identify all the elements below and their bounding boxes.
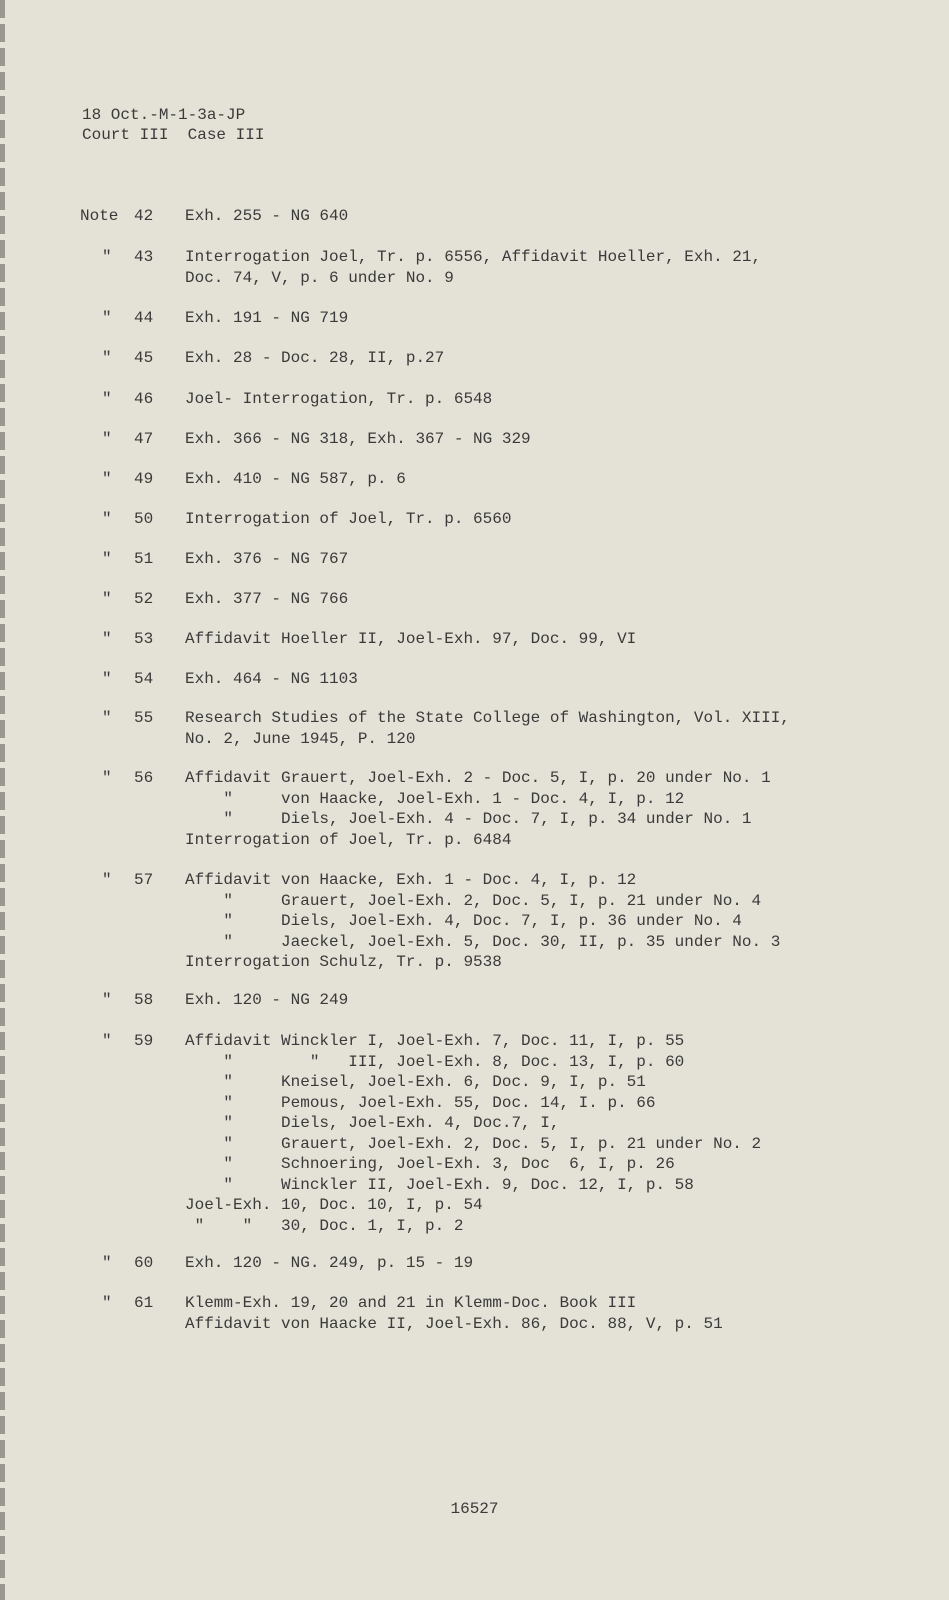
note-text-line: Interrogation Joel, Tr. p. 6556, Affidavit Hoeller, Exh. 21, [185,248,762,266]
note-number: 49 [134,470,154,488]
note-text [185,990,348,1011]
note-entry [80,990,929,1011]
page-number: 16527 [450,1500,499,1518]
note-text-line: Exh. 255 - NG 640 [185,207,349,225]
note-mark: " [102,550,112,568]
note-text-line: " Grauert, Joel-Exh. 2, Doc. 5, I, p. 21 under No. 4 [185,891,762,910]
note-text-line: Affidavit Winckler I, Joel-Exh. 7, Doc. 11, I, p. 55 [185,1032,685,1050]
note-entry [80,348,929,369]
note-entry [80,389,929,410]
note-text-line: Exh. 120 - NG. 249, p. 15 - 19 [185,1254,474,1272]
note-text-line: Interrogation of Joel, Tr. p. 6560 [185,510,512,528]
note-text-line: " Diels, Joel-Exh. 4, Doc. 7, I, p. 36 under No. 4 [185,912,742,930]
note-mark: " [102,390,112,408]
note-entry [80,589,929,610]
note-mark: " [102,349,112,367]
note-text [185,206,348,227]
note-text-line: Joel- Interrogation, Tr. p. 6548 [185,390,493,408]
note-text-line: " Schnoering, Joel-Exh. 3, Doc 6, I, p. 26 [185,1155,675,1173]
note-number: 56 [134,769,154,787]
note-number: 52 [134,590,154,608]
note-mark: Note [80,207,119,225]
note-number: 55 [134,709,154,727]
note-text-line: " Grauert, Joel-Exh. 2, Doc. 5, I, p. 21 under No. 2 [185,1134,762,1153]
note-text-line: Exh. 376 - NG 767 [185,550,349,568]
header-line-1: 18 Oct.-M-1-3a-JP [82,106,246,124]
note-number: 57 [134,871,154,889]
note-mark: " [102,590,112,608]
note-text-line: Affidavit von Haacke II, Joel-Exh. 86, Doc. 88, V, p. 51 [185,1314,723,1333]
note-number: 46 [134,390,154,408]
note-text [185,348,444,369]
note-entry [80,768,929,850]
note-text-line: Exh. 464 - NG 1103 [185,670,358,688]
note-text [185,389,492,410]
note-entry [80,870,929,973]
note-text [185,629,636,650]
note-text-line: No. 2, June 1945, P. 120 [185,729,416,748]
note-number: 61 [134,1294,154,1312]
note-number: 53 [134,630,154,648]
note-text-line: " Diels, Joel-Exh. 4, Doc.7, I, [185,1114,560,1132]
note-text-line: Klemm-Exh. 19, 20 and 21 in Klemm-Doc. Book III [185,1294,637,1312]
note-mark: " [102,709,112,727]
note-text [185,1031,761,1236]
note-mark: " [102,309,112,327]
note-mark: " [102,1032,112,1050]
note-text-line: Affidavit Hoeller II, Joel-Exh. 97, Doc. 99, VI [185,630,637,648]
note-text-line: " Kneisel, Joel-Exh. 6, Doc. 9, I, p. 51 [185,1073,646,1091]
note-number: 42 [134,207,154,225]
note-text [185,708,790,749]
note-text [185,469,406,490]
note-mark: " [102,630,112,648]
note-text-line: Interrogation Schulz, Tr. p. 9538 [185,953,502,971]
note-text-line: Exh. 377 - NG 766 [185,590,349,608]
note-text-line: " Pemous, Joel-Exh. 55, Doc. 14, I. p. 66 [185,1093,656,1112]
note-number: 51 [134,550,154,568]
note-text [185,247,761,288]
note-entry [80,1293,929,1334]
note-entry [80,708,929,749]
note-entry [80,1031,929,1236]
note-number: 54 [134,670,154,688]
note-text-line: Doc. 74, V, p. 6 under No. 9 [185,268,454,287]
note-entry [80,308,929,329]
note-text-line: Affidavit von Haacke, Exh. 1 - Doc. 4, I, p. 12 [185,871,637,889]
note-text [185,768,771,850]
note-text-line: Research Studies of the State College of Washington, Vol. XIII, [185,709,790,727]
note-text-line: " " III, Joel-Exh. 8, Doc. 13, I, p. 60 [185,1052,685,1071]
note-number: 43 [134,248,154,266]
note-text-line: " Diels, Joel-Exh. 4 - Doc. 7, I, p. 34 under No. 1 [185,810,752,828]
note-number: 50 [134,510,154,528]
note-number: 58 [134,991,154,1009]
note-text-line: Affidavit Grauert, Joel-Exh. 2 - Doc. 5, I, p. 20 under No. 1 [185,769,771,787]
note-text [185,549,348,570]
note-entry [80,509,929,530]
note-text-line: Exh. 410 - NG 587, p. 6 [185,470,406,488]
note-number: 60 [134,1254,154,1272]
note-entry [80,629,929,650]
note-number: 47 [134,430,154,448]
note-text [185,308,348,329]
note-text [185,669,358,690]
note-entry [80,669,929,690]
note-text-line: Exh. 366 - NG 318, Exh. 367 - NG 329 [185,430,531,448]
note-mark: " [102,470,112,488]
note-text-line: Exh. 191 - NG 719 [185,309,349,327]
note-text-line: Joel-Exh. 10, Doc. 10, I, p. 54 [185,1196,483,1214]
note-entry [80,1253,929,1274]
note-text [185,1253,473,1274]
note-entry [80,429,929,450]
note-text [185,870,780,973]
note-entry [80,247,929,288]
note-mark: " [102,248,112,266]
header-line-2: Court III Case III [82,126,265,144]
note-text-line: Interrogation of Joel, Tr. p. 6484 [185,830,512,849]
note-entry [80,206,929,227]
note-text [185,589,348,610]
note-number: 59 [134,1032,154,1050]
note-text-line: " Jaeckel, Joel-Exh. 5, Doc. 30, II, p. 35 under No. 3 [185,932,781,951]
note-number: 44 [134,309,154,327]
note-text-line: Exh. 120 - NG 249 [185,991,349,1009]
note-mark: " [102,670,112,688]
note-mark: " [102,510,112,528]
note-mark: " [102,871,112,889]
note-mark: " [102,1294,112,1312]
note-text [185,429,531,450]
note-entry [80,549,929,570]
note-text [185,509,511,530]
note-mark: " [102,430,112,448]
note-mark: " [102,991,112,1009]
note-entry [80,469,929,490]
note-mark: " [102,1254,112,1272]
note-text-line: " von Haacke, Joel-Exh. 1 - Doc. 4, I, p. 12 [185,789,685,808]
note-text-line: " Winckler II, Joel-Exh. 9, Doc. 12, I, p. 58 [185,1175,694,1194]
note-mark: " [102,769,112,787]
note-number: 45 [134,349,154,367]
note-text [185,1293,723,1334]
note-text-line: " " 30, Doc. 1, I, p. 2 [185,1216,464,1235]
note-text-line: Exh. 28 - Doc. 28, II, p.27 [185,349,445,367]
